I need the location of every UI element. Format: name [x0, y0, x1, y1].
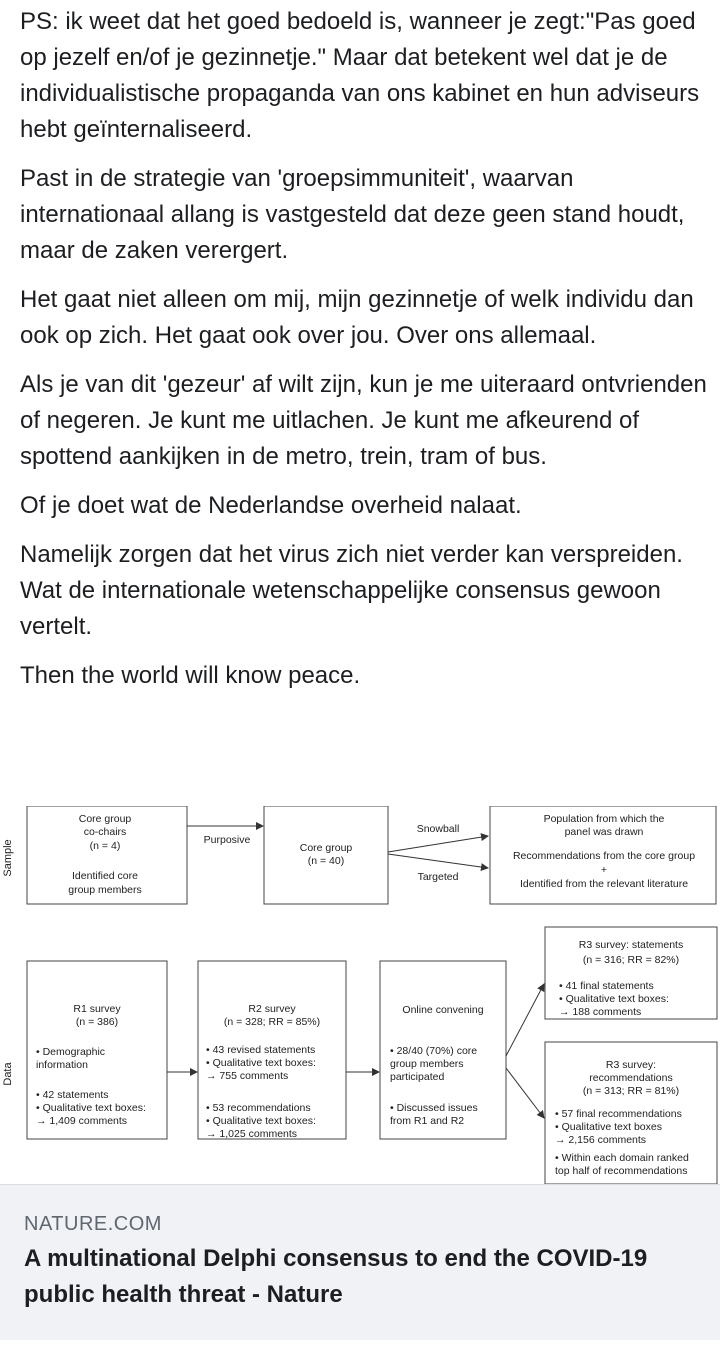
- r2-text: → 1,025 comments: [206, 1128, 298, 1140]
- link-title[interactable]: A multinational Delphi consensus to end the COVID-19 public health threat - Nature: [24, 1245, 648, 1308]
- post-paragraph: Als je van dit 'gezeur' af wilt zijn, kun je me uiteraard ontvrienden of negeren. Je kunt me uitlachen. Je kunt me afkeurend of spottend aankijken in de metro, trein, tram of bus.: [20, 371, 707, 470]
- r3b-text: (n = 313; RR = 81%): [582, 1085, 680, 1097]
- population-text: Identified from the relevant literature: [519, 878, 689, 890]
- post-body: [20, 0, 710, 707]
- r3a-text: (n = 316; RR = 82%): [582, 954, 680, 966]
- population-text: Population from which the: [543, 813, 665, 825]
- r1-text: • Demographic: [36, 1046, 106, 1058]
- population-text: Recommendations from the core group: [512, 850, 696, 862]
- snowball-label: Snowball: [416, 823, 460, 835]
- online-text: from R1 and R2: [390, 1115, 465, 1127]
- row-label-sample: Sample: [2, 839, 14, 877]
- population-text: +: [600, 864, 608, 876]
- r1-text: • Qualitative text boxes:: [36, 1102, 146, 1114]
- r2-text: R2 survey: [248, 1003, 296, 1015]
- r2-text: • Qualitative text boxes:: [206, 1057, 316, 1069]
- r2-text: • 43 revised statements: [206, 1044, 316, 1056]
- r1-text: → 1,409 comments: [36, 1115, 128, 1127]
- r3a-text: • 41 final statements: [559, 980, 654, 992]
- core-chairs-text: group members: [68, 884, 142, 896]
- link-domain: NATURE.COM: [24, 1213, 162, 1235]
- online-text: participated: [390, 1071, 445, 1083]
- r3b-text: → 2,156 comments: [555, 1134, 647, 1146]
- r3b-text: R3 survey:: [605, 1059, 657, 1071]
- link-preview-image[interactable]: [0, 806, 720, 1184]
- online-text: • Discussed issues: [390, 1102, 478, 1114]
- core-chairs-text: (n = 4): [89, 840, 121, 852]
- r2-text: → 755 comments: [206, 1070, 289, 1082]
- r3b-text: top half of recommendations: [555, 1165, 688, 1177]
- delphi-flowchart: [0, 806, 720, 1184]
- r3b-text: • 57 final recommendations: [555, 1108, 682, 1120]
- core-chairs-text: Core group: [78, 813, 132, 825]
- r3b-text: • Qualitative text boxes: [555, 1121, 662, 1133]
- r3a-text: • Qualitative text boxes:: [559, 993, 669, 1005]
- population-text: panel was drawn: [564, 826, 644, 838]
- row-label-data: Data: [2, 1062, 14, 1086]
- core-chairs-text: co-chairs: [83, 826, 127, 838]
- core-group-text: (n = 40): [307, 855, 345, 867]
- r3a-text: → 188 comments: [559, 1006, 642, 1018]
- r3b-text: recommendations: [589, 1072, 673, 1084]
- core-chairs-text: Identified core: [72, 870, 138, 882]
- post-paragraph: Of je doet wat de Nederlandse overheid nalaat.: [20, 492, 522, 519]
- r2-text: • Qualitative text boxes:: [206, 1115, 316, 1127]
- core-group-text: Core group: [299, 842, 353, 854]
- r1-text: information: [36, 1059, 88, 1071]
- post-paragraph: Past in de strategie van 'groepsimmuniteit', waarvan internationaal allang is vastgesteld dat deze geen stand houdt, maar de zaken verergert.: [20, 165, 685, 264]
- post-paragraph: Het gaat niet alleen om mij, mijn gezinnetje of welk individu dan ook op zich. Het gaat ook over jou. Over ons allemaal.: [20, 286, 694, 349]
- online-text: Online convening: [402, 1004, 484, 1016]
- r3a-text: R3 survey: statements: [578, 939, 684, 951]
- post-paragraph: Then the world will know peace.: [20, 662, 361, 689]
- divider: [0, 1340, 720, 1354]
- targeted-label: Targeted: [417, 871, 459, 883]
- post-paragraph: Namelijk zorgen dat het virus zich niet verder kan verspreiden. Wat de internationale wetenschappelijke consensus gewoon vertelt.: [20, 541, 683, 640]
- online-text: group members: [390, 1058, 464, 1070]
- purposive-label: Purposive: [203, 834, 251, 846]
- r3b-text: • Within each domain ranked: [555, 1152, 689, 1164]
- r1-text: • 42 statements: [36, 1089, 109, 1101]
- link-preview-card[interactable]: [0, 1184, 720, 1342]
- online-text: • 28/40 (70%) core: [390, 1045, 478, 1057]
- r2-text: (n = 328; RR = 85%): [223, 1016, 321, 1028]
- post-paragraph: PS: ik weet dat het goed bedoeld is, wanneer je zegt:"Pas goed op jezelf en/of je gezinnetje." Maar dat betekent wel dat je de individualistische propaganda van ons kabinet en hun adviseurs hebt geïnternaliseerd.: [20, 8, 700, 143]
- r2-text: • 53 recommendations: [206, 1102, 311, 1114]
- r1-text: R1 survey: [73, 1003, 121, 1015]
- r1-text: (n = 386): [75, 1016, 119, 1028]
